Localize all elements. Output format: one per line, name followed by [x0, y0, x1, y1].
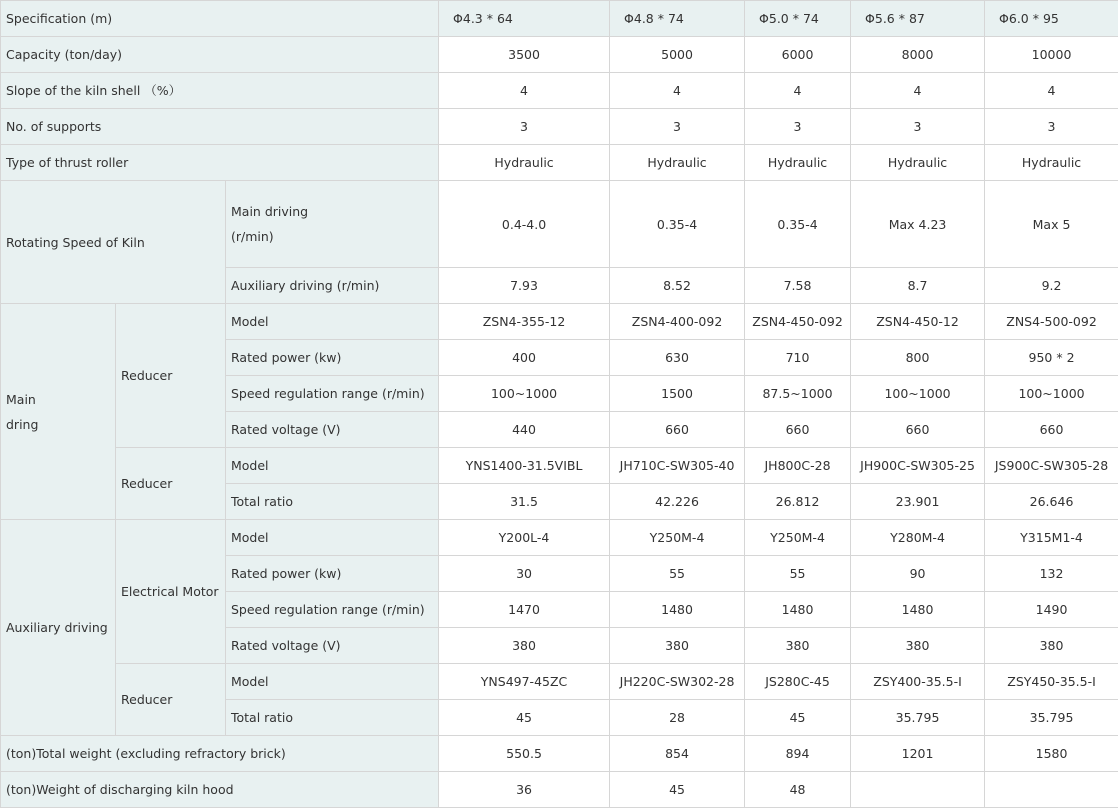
- table-cell: 28: [610, 700, 745, 736]
- table-cell: Max 4.23: [851, 181, 985, 268]
- table-cell: 45: [439, 700, 610, 736]
- group-label: Auxiliary driving: [1, 520, 116, 736]
- table-cell: ZSY400-35.5-I: [851, 664, 985, 700]
- table-cell: 87.5~1000: [745, 376, 851, 412]
- table-cell: 0.35-4: [610, 181, 745, 268]
- table-cell: 90: [851, 556, 985, 592]
- table-row: [1, 181, 1118, 268]
- table-row: [1, 109, 1118, 145]
- table-cell: 30: [439, 556, 610, 592]
- table-cell: 380: [745, 628, 851, 664]
- table-row: [1, 304, 1118, 340]
- table-cell: 8000: [851, 37, 985, 73]
- table-cell: 660: [610, 412, 745, 448]
- table-cell: Max 5: [985, 181, 1118, 268]
- table-cell: 380: [985, 628, 1118, 664]
- table-cell: 1480: [610, 592, 745, 628]
- table-cell: Hydraulic: [439, 145, 610, 181]
- table-cell: 31.5: [439, 484, 610, 520]
- table-cell: 8.52: [610, 268, 745, 304]
- table-cell: 1490: [985, 592, 1118, 628]
- table-cell: 380: [439, 628, 610, 664]
- table-cell: 26.812: [745, 484, 851, 520]
- table-cell: JS280C-45: [745, 664, 851, 700]
- subgroup-label: Reducer: [116, 664, 226, 736]
- table-cell: 660: [745, 412, 851, 448]
- row-label: Total ratio: [226, 700, 439, 736]
- row-label: Speed regulation range (r/min): [226, 376, 439, 412]
- table-cell: 1580: [985, 736, 1118, 772]
- table-cell: 10000: [985, 37, 1118, 73]
- table-cell: 55: [745, 556, 851, 592]
- row-label: (ton)Weight of discharging kiln hood: [1, 772, 439, 808]
- row-label: Rated power (kw): [226, 556, 439, 592]
- table-cell: Y315M1-4: [985, 520, 1118, 556]
- table-cell: 100~1000: [439, 376, 610, 412]
- table-cell: 4: [985, 73, 1118, 109]
- model-column-header: Φ6.0 * 95: [985, 1, 1118, 37]
- table-cell: 100~1000: [851, 376, 985, 412]
- table-cell: 1470: [439, 592, 610, 628]
- table-cell: 3: [985, 109, 1118, 145]
- table-row: [1, 664, 1118, 700]
- table-cell: 550.5: [439, 736, 610, 772]
- table-cell: JS900C-SW305-28: [985, 448, 1118, 484]
- table-cell: 4: [851, 73, 985, 109]
- table-cell: 1480: [745, 592, 851, 628]
- table-cell: 3: [851, 109, 985, 145]
- row-label: Model: [226, 304, 439, 340]
- table-cell: 23.901: [851, 484, 985, 520]
- subgroup-label: Reducer: [116, 304, 226, 448]
- table-cell: 8.7: [851, 268, 985, 304]
- table-cell: 440: [439, 412, 610, 448]
- table-row: [1, 37, 1118, 73]
- row-label: Rated voltage (V): [226, 412, 439, 448]
- row-label: No. of supports: [1, 109, 439, 145]
- row-label: Main driving (r/min): [226, 181, 439, 268]
- subgroup-label: Reducer: [116, 448, 226, 520]
- table-cell: 45: [745, 700, 851, 736]
- row-label: Model: [226, 448, 439, 484]
- row-label: Auxiliary driving (r/min): [226, 268, 439, 304]
- row-label: Model: [226, 520, 439, 556]
- table-cell: YNS1400-31.5VIBL: [439, 448, 610, 484]
- table-cell: Y250M-4: [610, 520, 745, 556]
- table-cell: Y250M-4: [745, 520, 851, 556]
- table-cell: 3: [439, 109, 610, 145]
- table-cell: ZSN4-355-12: [439, 304, 610, 340]
- table-cell: ZSN4-450-092: [745, 304, 851, 340]
- table-cell: Hydraulic: [851, 145, 985, 181]
- table-cell: 26.646: [985, 484, 1118, 520]
- row-label: (ton)Total weight (excluding refractory brick): [1, 736, 439, 772]
- table-cell: 4: [745, 73, 851, 109]
- table-cell: 800: [851, 340, 985, 376]
- row-label: Speed regulation range (r/min): [226, 592, 439, 628]
- table-cell: YNS497-45ZC: [439, 664, 610, 700]
- table-cell: 1480: [851, 592, 985, 628]
- table-cell: [985, 772, 1118, 808]
- table-cell: 894: [745, 736, 851, 772]
- table-cell: 6000: [745, 37, 851, 73]
- group-label: Rotating Speed of Kiln: [1, 181, 226, 304]
- table-cell: 3: [745, 109, 851, 145]
- table-cell: ZSN4-400-092: [610, 304, 745, 340]
- table-cell: 3500: [439, 37, 610, 73]
- model-column-header: Φ5.6 * 87: [851, 1, 985, 37]
- table-cell: 35.795: [985, 700, 1118, 736]
- table-cell: 45: [610, 772, 745, 808]
- table-cell: 36: [439, 772, 610, 808]
- table-cell: 7.58: [745, 268, 851, 304]
- table-cell: ZSN4-450-12: [851, 304, 985, 340]
- table-cell: 9.2: [985, 268, 1118, 304]
- row-label: Total ratio: [226, 484, 439, 520]
- table-cell: 380: [851, 628, 985, 664]
- table-cell: 0.35-4: [745, 181, 851, 268]
- table-cell: ZNS4-500-092: [985, 304, 1118, 340]
- table-cell: 55: [610, 556, 745, 592]
- model-column-header: Φ4.3 * 64: [439, 1, 610, 37]
- row-label: Capacity (ton/day): [1, 37, 439, 73]
- table-cell: 42.226: [610, 484, 745, 520]
- table-cell: Y200L-4: [439, 520, 610, 556]
- row-label: Slope of the kiln shell （%）: [1, 73, 439, 109]
- table-cell: 710: [745, 340, 851, 376]
- row-label: Rated power (kw): [226, 340, 439, 376]
- table-cell: 854: [610, 736, 745, 772]
- table-cell: 630: [610, 340, 745, 376]
- table-cell: 3: [610, 109, 745, 145]
- table-cell: 4: [439, 73, 610, 109]
- table-cell: [851, 772, 985, 808]
- table-cell: 0.4-4.0: [439, 181, 610, 268]
- model-column-header: Φ4.8 * 74: [610, 1, 745, 37]
- table-cell: Hydraulic: [610, 145, 745, 181]
- table-cell: ZSY450-35.5-I: [985, 664, 1118, 700]
- table-row: [1, 772, 1118, 808]
- table-cell: 35.795: [851, 700, 985, 736]
- table-cell: 7.93: [439, 268, 610, 304]
- spec-header-label: Specification (m): [1, 1, 439, 37]
- table-cell: 380: [610, 628, 745, 664]
- model-column-header: Φ5.0 * 74: [745, 1, 851, 37]
- row-label: Type of thrust roller: [1, 145, 439, 181]
- table-cell: 48: [745, 772, 851, 808]
- table-cell: Hydraulic: [745, 145, 851, 181]
- table-cell: 660: [985, 412, 1118, 448]
- table-row: [1, 145, 1118, 181]
- table-cell: JH800C-28: [745, 448, 851, 484]
- table-cell: Hydraulic: [985, 145, 1118, 181]
- row-label: Rated voltage (V): [226, 628, 439, 664]
- table-header-row: [1, 1, 1118, 37]
- table-row: [1, 448, 1118, 484]
- table-cell: 400: [439, 340, 610, 376]
- table-cell: 132: [985, 556, 1118, 592]
- group-label: Main dring: [1, 304, 116, 520]
- table-cell: Y280M-4: [851, 520, 985, 556]
- table-cell: 4: [610, 73, 745, 109]
- table-cell: 660: [851, 412, 985, 448]
- table-cell: JH710C-SW305-40: [610, 448, 745, 484]
- table-cell: 100~1000: [985, 376, 1118, 412]
- table-cell: 1201: [851, 736, 985, 772]
- table-cell: 950 * 2: [985, 340, 1118, 376]
- table-row: [1, 73, 1118, 109]
- table-row: [1, 520, 1118, 556]
- table-cell: 1500: [610, 376, 745, 412]
- row-label: Model: [226, 664, 439, 700]
- table-row: [1, 736, 1118, 772]
- table-cell: JH220C-SW302-28: [610, 664, 745, 700]
- table-cell: JH900C-SW305-25: [851, 448, 985, 484]
- table-cell: 5000: [610, 37, 745, 73]
- subgroup-label: Electrical Motor: [116, 520, 226, 664]
